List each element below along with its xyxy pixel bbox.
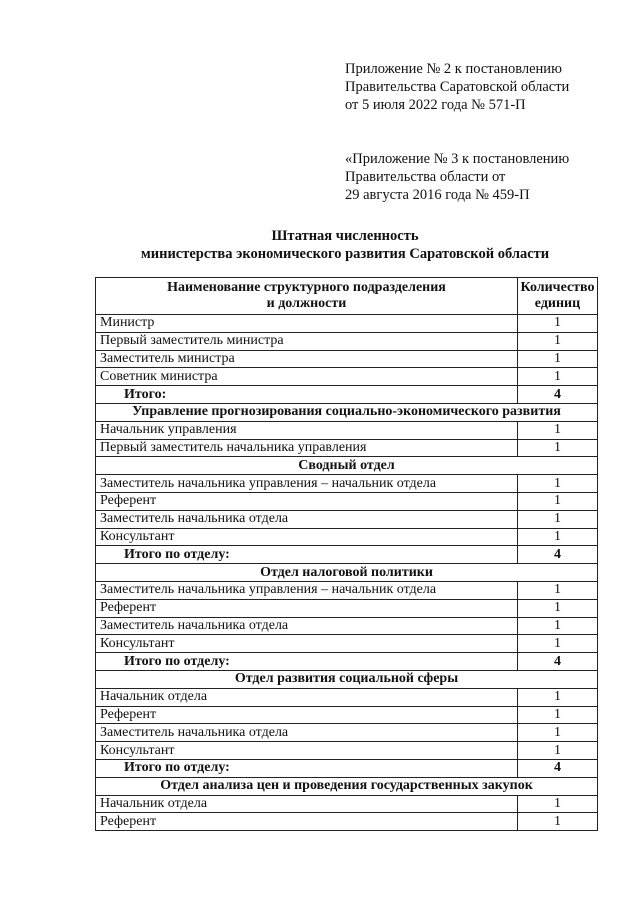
- section-name: Управление прогнозирования социально-экономического развития: [96, 403, 598, 421]
- position-qty: 1: [518, 510, 598, 528]
- position-qty: 1: [518, 475, 598, 493]
- table-row: [96, 599, 598, 617]
- position-qty: 1: [518, 492, 598, 510]
- appendix-line: Правительства области от: [345, 169, 506, 185]
- position-qty: 1: [518, 528, 598, 546]
- appendix-reference-amended: [345, 150, 569, 204]
- total-label: Итого по отделу:: [96, 546, 518, 564]
- table-row: [96, 439, 598, 457]
- total-qty: 4: [518, 759, 598, 777]
- table-row: [96, 581, 598, 599]
- appendix-line: 29 августа 2016 года № 459-П: [345, 187, 530, 203]
- position-name: Заместитель министра: [96, 350, 518, 368]
- title-line: министерства экономического развития Саратовской области: [140, 246, 550, 262]
- appendix-line: Приложение № 2 к постановлению: [345, 61, 562, 77]
- position-name: Консультант: [96, 742, 518, 760]
- position-name: Министр: [96, 315, 518, 333]
- header-qty: [518, 278, 598, 315]
- section-name: Отдел налоговой политики: [96, 564, 598, 582]
- position-name: Начальник отдела: [96, 795, 518, 813]
- table-row: [96, 315, 598, 333]
- position-qty: 1: [518, 581, 598, 599]
- table-row: [96, 350, 598, 368]
- appendix-line: от 5 июля 2022 года № 571-П: [345, 97, 526, 113]
- total-row: [96, 759, 598, 777]
- section-header-row: [96, 564, 598, 582]
- position-qty: 1: [518, 635, 598, 653]
- section-name: Сводный отдел: [96, 457, 598, 475]
- appendix-reference-current: [345, 60, 569, 114]
- title-line: Штатная численность: [271, 228, 419, 244]
- position-qty: 1: [518, 421, 598, 439]
- table-row: [96, 617, 598, 635]
- section-name: Отдел развития социальной сферы: [96, 670, 598, 688]
- table-row: [96, 332, 598, 350]
- table-row: [96, 421, 598, 439]
- position-name: Консультант: [96, 635, 518, 653]
- header-name-line: Наименование структурного подразделения: [167, 280, 446, 295]
- position-qty: 1: [518, 368, 598, 386]
- section-header-row: [96, 777, 598, 795]
- position-name: Консультант: [96, 528, 518, 546]
- total-label: Итого по отделу:: [96, 759, 518, 777]
- position-name: Заместитель начальника отдела: [96, 617, 518, 635]
- position-name: Референт: [96, 492, 518, 510]
- position-qty: 1: [518, 706, 598, 724]
- appendix-line: «Приложение № 3 к постановлению: [345, 151, 570, 167]
- position-qty: 1: [518, 350, 598, 368]
- table-row: [96, 688, 598, 706]
- position-qty: 1: [518, 599, 598, 617]
- header-qty-line: единиц: [534, 296, 581, 311]
- table-row: [96, 528, 598, 546]
- table-row: [96, 706, 598, 724]
- position-name: Заместитель начальника управления – начальник отдела: [96, 581, 518, 599]
- table-row: [96, 510, 598, 528]
- total-qty: 4: [518, 386, 598, 404]
- position-name: Референт: [96, 813, 518, 831]
- position-qty: 1: [518, 813, 598, 831]
- section-header-row: [96, 403, 598, 421]
- position-name: Заместитель начальника отдела: [96, 510, 518, 528]
- total-label: Итого:: [96, 386, 518, 404]
- header-name-line: и должности: [266, 296, 347, 311]
- staffing-table: [95, 277, 598, 831]
- header-qty-line: Количество: [520, 280, 595, 295]
- section-header-row: [96, 457, 598, 475]
- position-name: Начальник управления: [96, 421, 518, 439]
- position-qty: 1: [518, 742, 598, 760]
- table-row: [96, 724, 598, 742]
- position-qty: 1: [518, 795, 598, 813]
- position-name: Советник министра: [96, 368, 518, 386]
- table-row: [96, 813, 598, 831]
- total-row: [96, 386, 598, 404]
- position-qty: 1: [518, 439, 598, 457]
- total-qty: 4: [518, 653, 598, 671]
- position-name: Заместитель начальника управления – начальник отдела: [96, 475, 518, 493]
- section-name: Отдел анализа цен и проведения государственных закупок: [96, 777, 598, 795]
- position-qty: 1: [518, 315, 598, 333]
- table-header-row: [96, 278, 598, 315]
- table-row: [96, 742, 598, 760]
- position-qty: 1: [518, 724, 598, 742]
- total-label: Итого по отделу:: [96, 653, 518, 671]
- table-row: [96, 475, 598, 493]
- table-row: [96, 492, 598, 510]
- total-row: [96, 653, 598, 671]
- appendix-line: Правительства Саратовской области: [345, 79, 570, 95]
- position-name: Первый заместитель министра: [96, 332, 518, 350]
- position-qty: 1: [518, 688, 598, 706]
- total-row: [96, 546, 598, 564]
- position-name: Начальник отдела: [96, 688, 518, 706]
- header-name: [96, 278, 518, 315]
- table-body: [96, 315, 598, 831]
- position-name: Заместитель начальника отдела: [96, 724, 518, 742]
- position-name: Референт: [96, 706, 518, 724]
- total-qty: 4: [518, 546, 598, 564]
- document-title: [0, 227, 640, 263]
- position-qty: 1: [518, 332, 598, 350]
- table-row: [96, 795, 598, 813]
- position-qty: 1: [518, 617, 598, 635]
- section-header-row: [96, 670, 598, 688]
- table-row: [96, 635, 598, 653]
- position-name: Первый заместитель начальника управления: [96, 439, 518, 457]
- table-row: [96, 368, 598, 386]
- position-name: Референт: [96, 599, 518, 617]
